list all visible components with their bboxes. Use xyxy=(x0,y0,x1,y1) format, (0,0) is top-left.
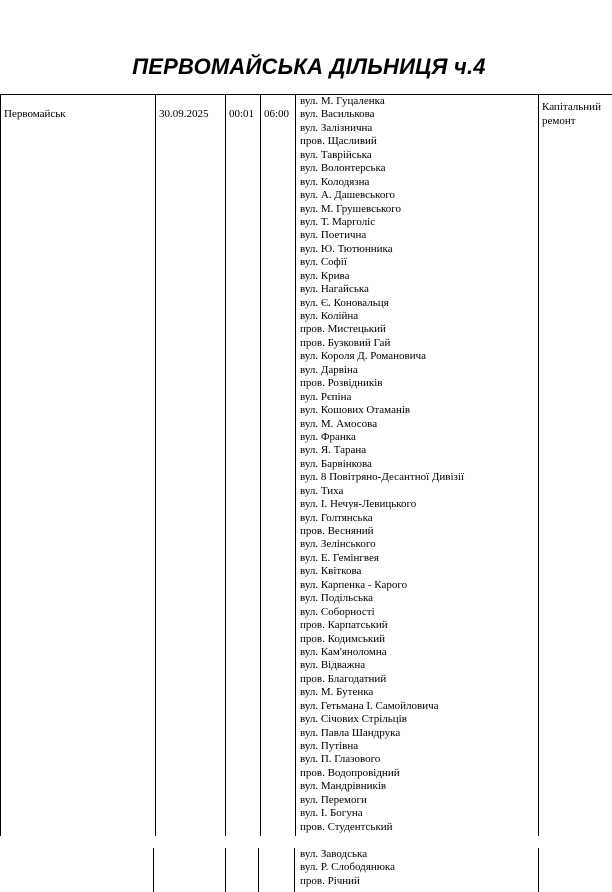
street-item: вул. Ю. Тютюнника xyxy=(300,242,393,255)
table2-divider-time-to xyxy=(294,848,295,892)
street-item: вул. М. Гуцаленка xyxy=(300,95,385,107)
streets-list-continued xyxy=(300,848,395,888)
street-item: вул. Гетьмана І. Самойловича xyxy=(300,699,439,712)
street-item: вул. Павла Шандрука xyxy=(300,726,401,739)
work-type-line: Капітальний xyxy=(542,101,601,113)
street-item: вул. Кошових Отаманів xyxy=(300,404,411,417)
street-item: вул. Подільська xyxy=(300,592,374,605)
street-item: вул. М. Амосова xyxy=(300,417,378,430)
street-item: пров. Щасливий xyxy=(300,135,377,148)
work-type-line: ремонт xyxy=(542,115,576,127)
street-item: вул. Короля Д. Романовича xyxy=(300,350,427,363)
street-item: вул. Е. Гемінгвея xyxy=(300,551,379,564)
page-title: ПЕРВОМАЙСЬКА ДІЛЬНИЦЯ ч.4 xyxy=(132,54,486,79)
table-divider-streets xyxy=(538,94,539,836)
street-item: вул. Відважна xyxy=(300,659,366,672)
street-item: вул. Р. Слободянюка xyxy=(300,861,395,874)
street-item: вул. Дарвіна xyxy=(300,363,358,376)
street-item: вул. Софії xyxy=(300,256,347,269)
street-item: вул. Крива xyxy=(300,269,350,282)
street-item: вул. Мандрівників xyxy=(300,780,387,793)
time-from-cell: 00:01 xyxy=(229,108,255,120)
street-item: пров. Водопровідний xyxy=(300,766,400,779)
streets-list xyxy=(300,95,464,834)
street-item: вул. Голтянська xyxy=(300,511,373,524)
street-item: вул. Нагайська xyxy=(300,283,369,296)
street-item: вул. Волонтерська xyxy=(300,162,386,175)
street-item: вул. Поетична xyxy=(300,229,367,242)
locality-cell: Первомайськ xyxy=(4,108,66,120)
street-item: вул. Путівна xyxy=(300,740,359,752)
street-item: вул. Т. Марголіс xyxy=(300,215,376,228)
street-item: пров. Студентський xyxy=(300,820,393,833)
street-item: вул. М. Грушевського xyxy=(300,202,402,215)
street-item: вул. Барвінкова xyxy=(300,457,372,470)
table-divider-locality xyxy=(155,94,156,836)
street-item: вул. Заводська xyxy=(300,848,368,860)
street-item: пров. Мистецький xyxy=(300,323,386,336)
street-item: вул. Соборності xyxy=(300,605,375,618)
work-type-cell xyxy=(542,100,601,128)
street-item: пров. Річний xyxy=(300,874,360,887)
street-item: вул. Карпенка - Карого xyxy=(300,578,408,591)
table2-divider-streets xyxy=(538,848,539,892)
street-item: вул. Тиха xyxy=(300,484,344,497)
street-item: вул. А. Дашевського xyxy=(300,189,396,202)
street-item: вул. Залізнична xyxy=(300,121,373,134)
street-item: вул. Колодязна xyxy=(300,175,370,188)
street-item: пров. Благодатний xyxy=(300,672,387,685)
table2-divider-time-from xyxy=(258,848,259,892)
table2-divider-date xyxy=(225,848,226,892)
street-item: вул. Колійна xyxy=(300,310,359,322)
street-item: вул. Січових Стрільців xyxy=(300,713,407,726)
street-item: вул. 8 Повітряно-Десантної Дивізії xyxy=(300,471,464,484)
street-item: вул. Перемоги xyxy=(300,793,367,806)
street-item: пров. Весняний xyxy=(300,525,374,537)
table-divider-date xyxy=(225,94,226,836)
street-item: вул. Кам'яноломна xyxy=(300,645,387,658)
street-item: вул. Є. Коновальця xyxy=(300,296,389,309)
street-item: вул. Рєпіна xyxy=(300,390,352,403)
street-item: вул. Зелінського xyxy=(300,538,376,551)
street-item: вул. Квіткова xyxy=(300,565,362,578)
table-divider-time-from xyxy=(260,94,261,836)
street-item: вул. Франка xyxy=(300,430,356,443)
street-item: вул. Я. Тарана xyxy=(300,444,367,457)
table2-divider-locality xyxy=(153,848,154,892)
street-item: пров. Розвідників xyxy=(300,377,383,390)
table-divider-left xyxy=(0,94,1,836)
street-item: пров. Бузковий Гай xyxy=(300,336,391,349)
table-divider-time-to xyxy=(295,94,296,836)
street-item: вул. М. Бутенка xyxy=(300,686,374,699)
street-item: вул. Василькова xyxy=(300,108,375,121)
time-to-cell: 06:00 xyxy=(264,108,290,120)
street-item: пров. Кодимський xyxy=(300,632,386,645)
street-item: вул. І. Нечуя-Левицького xyxy=(300,498,417,511)
street-item: пров. Карпатський xyxy=(300,619,388,632)
street-item: вул. Таврійська xyxy=(300,148,372,161)
street-item: вул. П. Глазового xyxy=(300,753,381,766)
street-item: вул. І. Богуна xyxy=(300,807,363,820)
date-cell: 30.09.2025 xyxy=(159,108,209,120)
